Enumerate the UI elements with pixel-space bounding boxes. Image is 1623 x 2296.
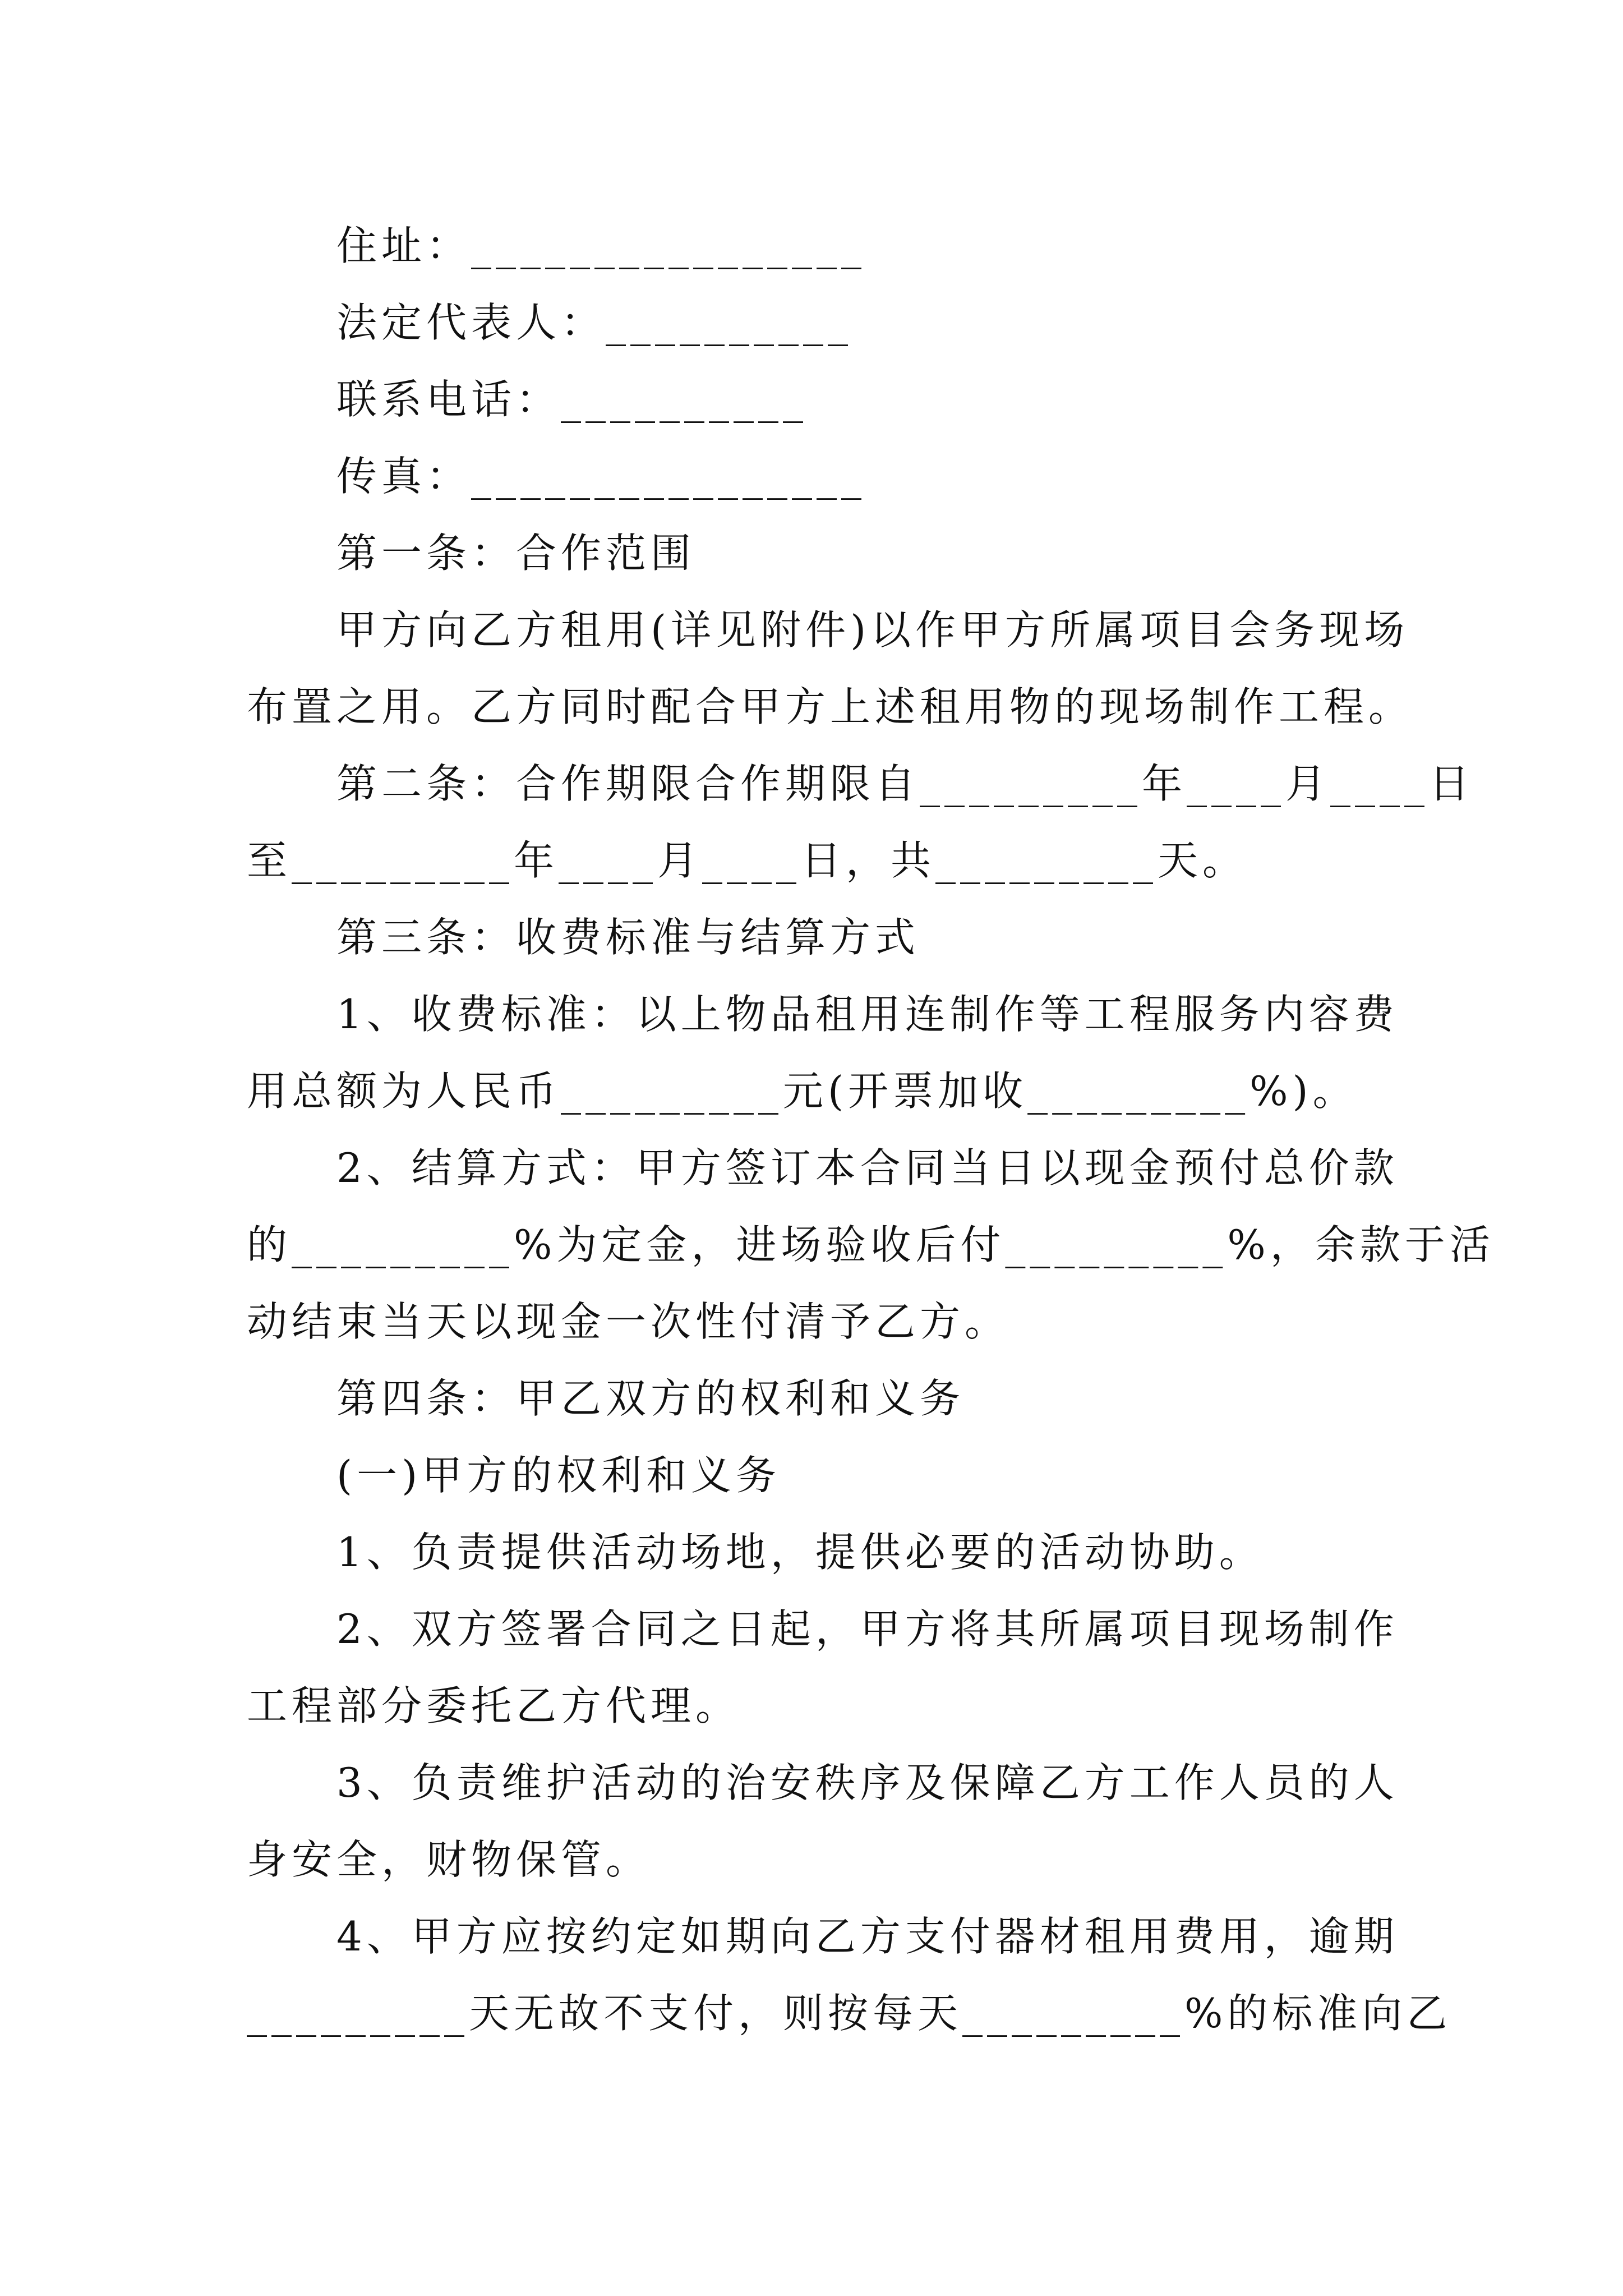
party-a-rights-heading: (一)甲方的权利和义务 xyxy=(336,1452,781,1499)
article-1-heading: 第一条：合作范围 xyxy=(336,530,696,577)
article-3-heading: 第三条：收费标准与结算方式 xyxy=(336,914,920,961)
article-2-line: 至_________年____月____日，共_________天。 xyxy=(247,837,1248,884)
address-line: 住址：________________ xyxy=(336,222,866,269)
article-1-text-line: 布置之用。乙方同时配合甲方上述租用物的现场制作工程。 xyxy=(247,683,1414,730)
phone-line: 联系电话：__________ xyxy=(336,376,808,423)
fee-standard-line: 用总额为人民币_________元(开票加收_________%)。 xyxy=(247,1068,1358,1115)
article-4-heading: 第四条：甲乙双方的权利和义务 xyxy=(336,1375,965,1422)
settlement-line: 的_________%为定金，进场验收后付_________%，余款于活 xyxy=(247,1221,1495,1268)
party-a-item-3: 身安全，财物保管。 xyxy=(247,1836,651,1883)
party-a-item-2: 工程部分委托乙方代理。 xyxy=(247,1682,741,1729)
party-a-item-4: _________天无故不支付，则按每天_________%的标准向乙 xyxy=(247,1990,1452,2037)
article-2-line: 第二条：合作期限合作期限自_________年____月____日 xyxy=(336,760,1474,807)
legal-representative-line: 法定代表人：__________ xyxy=(336,299,853,346)
fee-standard-line: 1、收费标准：以上物品租用连制作等工程服务内容费 xyxy=(336,991,1399,1038)
settlement-line: 2、结算方式：甲方签订本合同当日以现金预付总价款 xyxy=(336,1144,1399,1191)
party-a-item-4: 4、甲方应按约定如期向乙方支付器材租用费用，逾期 xyxy=(336,1913,1399,1960)
party-a-item-3: 3、负责维护活动的治安秩序及保障乙方工作人员的人 xyxy=(336,1759,1399,1806)
settlement-line: 动结束当天以现金一次性付清予乙方。 xyxy=(247,1298,1010,1345)
article-1-text-line: 甲方向乙方租用(详见附件)以作甲方所属项目会务现场 xyxy=(336,606,1409,654)
party-a-item-2: 2、双方签署合同之日起，甲方将其所属项目现场制作 xyxy=(336,1605,1399,1653)
document-body xyxy=(247,208,1495,2052)
party-a-item-1: 1、负责提供活动场地，提供必要的活动协助。 xyxy=(336,1529,1264,1576)
fax-line: 传真：________________ xyxy=(336,453,866,500)
